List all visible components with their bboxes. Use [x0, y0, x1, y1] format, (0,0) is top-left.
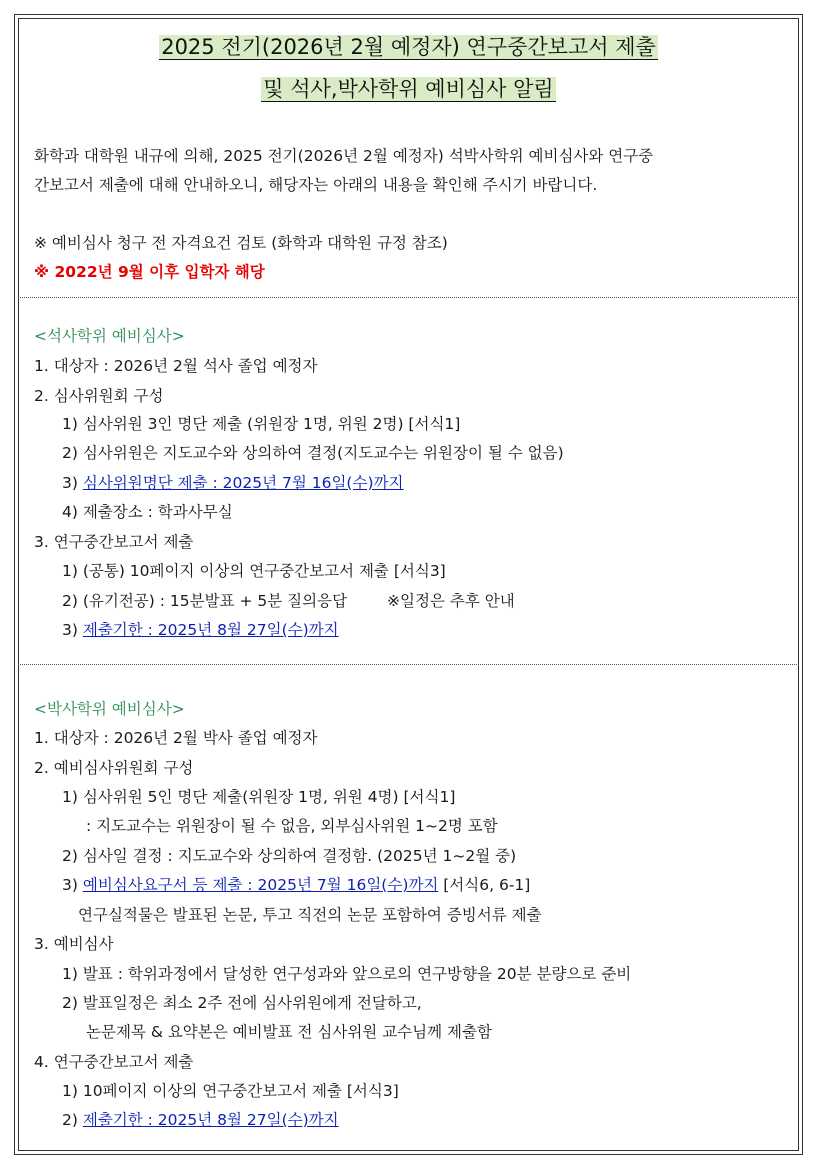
- intro-text-2: 간보고서 제출에 대해 안내하오니, 해당자는 아래의 내용을 확인해 주시기 바랍니다.: [34, 176, 598, 194]
- title-line-2: 및 석사,박사학위 예비심사 알림: [263, 77, 554, 101]
- masters-committee-deadline: 심사위원명단 제출 : 2025년 7월 16일(수)까지: [82, 474, 404, 492]
- doctoral-report-deadline: 제출기한 : 2025년 8월 27일(수)까지: [82, 1111, 339, 1129]
- schedule-note: ※일정은 추후 안내: [387, 592, 515, 610]
- doctoral-item-3-1: 1) 발표 : 학위과정에서 달성한 연구성과와 앞으로의 연구방향을 20분 분량으로 준비: [62, 965, 632, 983]
- masters-item-2-4: 4) 제출장소 : 학과사무실: [62, 503, 233, 521]
- qualification-note: ※ 예비심사 청구 전 자격요건 검토 (화학과 대학원 규정 참조): [34, 234, 448, 252]
- masters-item-3-2: 2) (유기전공) : 15분발표 + 5분 질의응답 ※일정은 추후 안내: [62, 592, 515, 610]
- doctoral-item-2-3: 3) 예비심사요구서 등 제출 : 2025년 7월 16일(수)까지 [서식6, 6-1]: [62, 876, 531, 894]
- section-divider-1: [18, 297, 799, 298]
- doctoral-item-3-2: 2) 발표일정은 최소 2주 전에 심사위원에게 전달하고,: [62, 994, 422, 1012]
- masters-item-1: 1. 대상자 : 2026년 2월 석사 졸업 예정자: [34, 357, 318, 375]
- masters-item-2-3: 3) 심사위원명단 제출 : 2025년 7월 16일(수)까지: [62, 474, 404, 492]
- doctoral-item-2-1-cont: : 지도교수는 위원장이 될 수 없음, 외부심사위원 1~2명 포함: [86, 817, 498, 835]
- doctoral-item-4: 4. 연구중간보고서 제출: [34, 1053, 194, 1071]
- doctoral-item-2-2: 2) 심사일 결정 : 지도교수와 상의하여 결정함. (2025년 1~2월 중): [62, 847, 517, 865]
- masters-item-3-1: 1) (공통) 10페이지 이상의 연구중간보고서 제출 [서식3]: [62, 562, 446, 580]
- doctoral-item-4-1: 1) 10페이지 이상의 연구중간보고서 제출 [서식3]: [62, 1082, 399, 1100]
- admission-note: ※ 2022년 9월 이후 입학자 해당: [34, 263, 265, 281]
- title-line-1: 2025 전기(2026년 2월 예정자) 연구중간보고서 제출: [161, 35, 656, 59]
- masters-heading: <석사학위 예비심사>: [34, 327, 185, 345]
- doctoral-item-4-2: 2) 제출기한 : 2025년 8월 27일(수)까지: [62, 1111, 339, 1129]
- masters-item-3: 3. 연구중간보고서 제출: [34, 533, 194, 551]
- masters-item-2-2: 2) 심사위원은 지도교수와 상의하여 결정(지도교수는 위원장이 될 수 없음): [62, 444, 564, 462]
- doctoral-item-1: 1. 대상자 : 2026년 2월 박사 졸업 예정자: [34, 729, 318, 747]
- masters-item-2: 2. 심사위원회 구성: [34, 387, 164, 405]
- doctoral-item-3-2-cont: 논문제목 & 요약본은 예비발표 전 심사위원 교수님께 제출함: [86, 1023, 492, 1041]
- doctoral-heading: <박사학위 예비심사>: [34, 700, 185, 718]
- doctoral-item-2: 2. 예비심사위원회 구성: [34, 759, 194, 777]
- doctoral-request-deadline: 예비심사요구서 등 제출 : 2025년 7월 16일(수)까지: [82, 876, 439, 894]
- masters-item-2-1: 1) 심사위원 3인 명단 제출 (위원장 1명, 위원 2명) [서식1]: [62, 415, 461, 433]
- masters-report-deadline: 제출기한 : 2025년 8월 27일(수)까지: [82, 621, 339, 639]
- doctoral-item-2-3-cont: 연구실적물은 발표된 논문, 투고 직전의 논문 포함하여 증빙서류 제출: [78, 906, 542, 924]
- masters-item-3-3: 3) 제출기한 : 2025년 8월 27일(수)까지: [62, 621, 339, 639]
- doctoral-item-3: 3. 예비심사: [34, 935, 114, 953]
- section-divider-2: [18, 664, 799, 665]
- doctoral-item-2-1: 1) 심사위원 5인 명단 제출(위원장 1명, 위원 4명) [서식1]: [62, 788, 456, 806]
- intro-text-1: 화학과 대학원 내규에 의해, 2025 전기(2026년 2월 예정자) 석박사학위 예비심사와 연구중: [34, 147, 654, 165]
